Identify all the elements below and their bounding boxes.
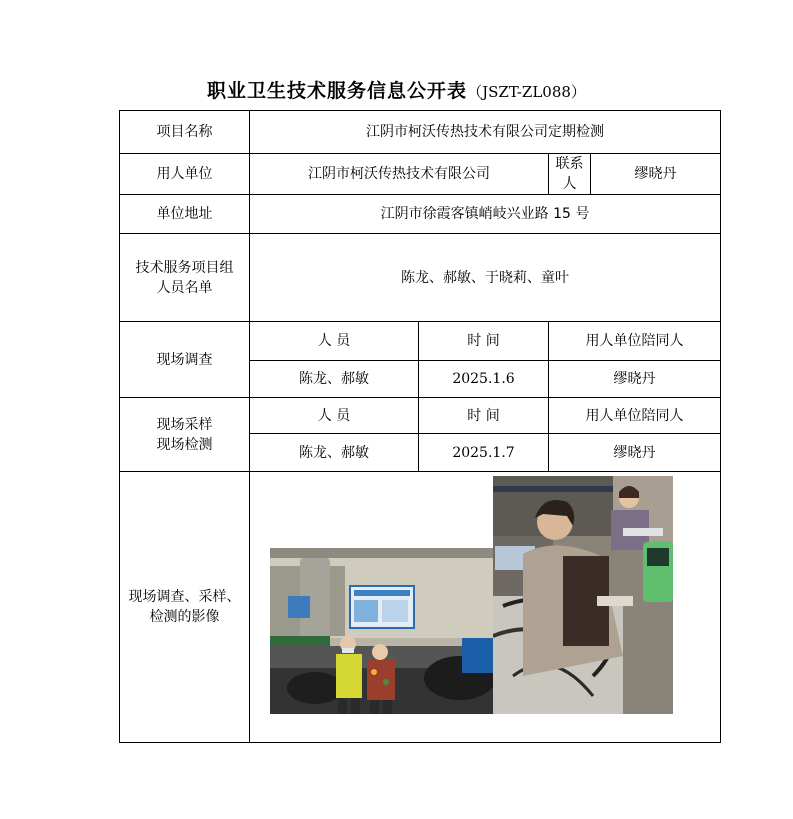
team-label-line2: 人员名单 [156, 279, 213, 296]
survey-time: 2025.1.6 [419, 361, 549, 398]
survey-companion: 缪晓丹 [549, 361, 721, 398]
project-label: 项目名称 [120, 111, 250, 154]
row-images [120, 472, 721, 743]
sampling-label-line1: 现场采样 [156, 416, 213, 433]
team-label [120, 234, 250, 322]
row-team [120, 234, 721, 322]
site-photo-2 [493, 476, 673, 714]
images-cell [250, 472, 721, 743]
employer-label: 用人单位 [120, 154, 250, 195]
address-label: 单位地址 [120, 195, 250, 234]
contact-label: 联系人 [549, 154, 591, 195]
sampling-companion: 缪晓丹 [549, 434, 721, 472]
address-value: 江阴市徐霞客镇峭岐兴业路 15 号 [250, 195, 721, 234]
team-value: 陈龙、郝敏、于晓莉、童叶 [250, 234, 721, 322]
sampling-header-personnel: 人 员 [250, 398, 419, 434]
sampling-header-companion: 用人单位陪同人 [549, 398, 721, 434]
survey-header-personnel: 人 员 [250, 322, 419, 361]
row-survey-header [120, 322, 721, 361]
info-table [119, 110, 721, 743]
project-value: 江阴市柯沃传热技术有限公司定期检测 [250, 111, 721, 154]
survey-header-time: 时 间 [419, 322, 549, 361]
survey-label: 现场调查 [120, 322, 250, 398]
employer-value: 江阴市柯沃传热技术有限公司 [250, 154, 549, 195]
row-address [120, 195, 721, 234]
images-label-line1: 现场调查、采样、 [128, 589, 241, 605]
row-project [120, 111, 721, 154]
team-label-line1: 技术服务项目组 [135, 259, 234, 276]
sampling-label-line2: 现场检测 [156, 436, 213, 453]
row-employer [120, 154, 721, 195]
survey-personnel: 陈龙、郝敏 [250, 361, 419, 398]
title-main: 职业卫生技术服务信息公开表 [207, 80, 468, 102]
sampling-time: 2025.1.7 [419, 434, 549, 472]
images-label-line2: 检测的影像 [149, 609, 220, 625]
survey-header-companion: 用人单位陪同人 [549, 322, 721, 361]
sampling-label [120, 398, 250, 472]
images-label [120, 472, 250, 743]
title-code: （JSZT-ZL088） [467, 83, 586, 101]
sampling-header-time: 时 间 [419, 398, 549, 434]
site-photo-1 [270, 548, 493, 714]
sampling-personnel: 陈龙、郝敏 [250, 434, 419, 472]
contact-value: 缪晓丹 [591, 154, 721, 195]
row-sampling-header [120, 398, 721, 434]
page-title [0, 76, 793, 103]
